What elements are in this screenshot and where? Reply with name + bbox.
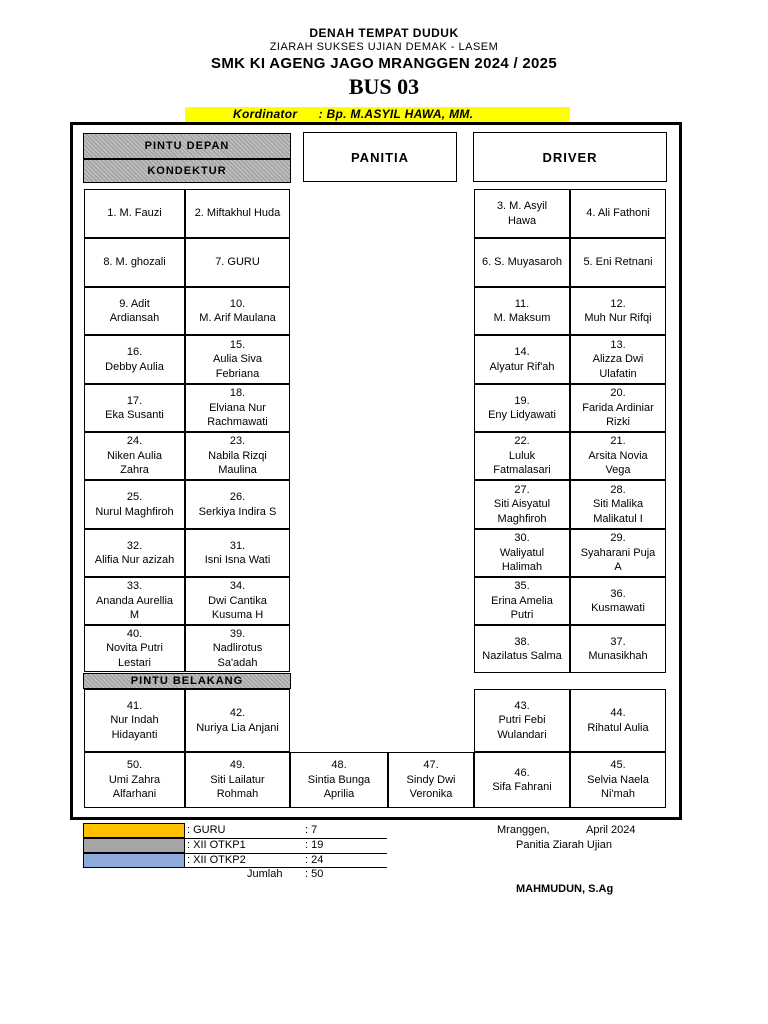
seat-line: Nabila Rizqi [208,449,267,462]
seat-11 [474,287,570,335]
seat-line: Rizki [606,416,630,429]
seat-line: 11. [514,297,530,310]
seat-line: 3. M. Asyil [496,200,548,212]
seat-line: Febriana [215,367,260,380]
seat-line: Eka Susanti [105,409,164,421]
seat-line: A [614,561,622,574]
seat-35 [474,577,570,625]
seat-line: Ulafatin [599,367,637,380]
conductor-label: KONDEKTUR [83,159,291,183]
seat-line: Isni Isna Wati [204,554,271,566]
seat-line: 41. [126,699,143,712]
seat-27 [474,480,570,529]
seat-line: 43. [514,699,530,712]
seat-line: 14. [514,346,530,358]
seat-line: 1. M. Fauzi [107,207,162,220]
seat-14 [185,335,290,384]
seat-line: Muh Nur Rifqi [584,312,652,324]
seat-line: Alyatur Rif'ah [489,360,555,373]
seat-24 [570,432,666,480]
seat-38 [185,625,290,672]
seat-line: 44. [610,707,626,719]
seat-16 [570,335,666,384]
seat-5 [84,238,185,287]
legend-line [185,867,387,868]
seat-line: 50. [126,759,143,772]
seat-25 [84,480,185,529]
seat-line: 17. [126,394,143,407]
seat-44 [570,689,666,752]
legend-value-otkp1: : 19 [305,839,324,851]
seat-10 [185,287,290,335]
seat-line: 16. [126,346,143,358]
seat-line: Farida Ardiniar [582,401,654,414]
seat-line: Niken Aulia [106,449,163,462]
document-subtitle: ZIARAH SUKSES UJIAN DEMAK - LASEM [269,41,499,53]
seat-line: Siti Malika [592,498,644,511]
seat-line: Putri [510,609,534,622]
signature-place: Mranggen, [497,824,550,836]
seat-29 [84,529,185,577]
seat-line: Sifa Fahrani [492,781,552,793]
seat-line: 48. [331,759,347,772]
seat-18 [185,384,290,432]
seat-2 [185,189,290,238]
seat-line: Veronika [409,788,453,801]
coordinator-bar [185,107,570,122]
seat-34 [185,577,290,625]
seat-26 [185,480,290,529]
seat-line: 37. [610,635,626,648]
seat-33 [84,577,185,625]
legend-line [185,838,387,839]
seat-3 [474,189,570,238]
seat-28 [570,480,666,529]
seat-line: 33. [126,580,143,593]
seat-1 [84,189,185,238]
seat-50 [570,752,666,808]
seat-line: 6. S. Muyasaroh [481,256,563,269]
seat-6 [185,238,290,287]
seat-46 [185,752,290,808]
seat-line: Aulia Siva [213,353,262,366]
seat-line: Hawa [507,214,537,227]
seat-30 [185,529,290,577]
seat-line: Alifia Nur azizah [94,554,175,566]
seat-line: 13. [610,338,626,351]
seat-21 [84,432,185,480]
legend-line [185,853,387,854]
legend-swatch-otkp1 [83,838,185,853]
school-name: SMK KI AGENG JAGO MRANGGEN 2024 / 2025 [211,55,557,72]
seat-line: Sintia Bunga [307,773,371,786]
seat-line: 24. [126,435,143,448]
seat-line: Alfarhani [112,788,157,801]
seat-line: 7. GURU [215,256,260,269]
seat-line: 26. [229,491,246,503]
seat-line: Aprilia [323,788,355,801]
total-label: Jumlah [247,868,283,880]
seat-line: Serkiya Indira S [198,505,277,518]
seat-line: 19. [514,394,530,407]
seat-line: Waliyatul [499,546,545,559]
seat-line: Siti Lailatur [210,773,265,786]
seat-line: Luluk [508,449,536,462]
seat-line: Rohmah [216,788,259,801]
seat-line: Dwi Cantika [208,594,267,607]
seat-4 [570,189,666,238]
rear-door-label: PINTU BELAKANG [83,673,291,689]
seat-36 [570,577,666,625]
seat-line: Kusmawati [591,602,645,614]
seat-42 [185,689,290,752]
seat-line: Nuriya Lia Anjani [196,721,279,734]
seat-line: 45. [610,759,626,772]
seat-line: 21. [610,435,626,448]
signature-date: April 2024 [586,824,636,836]
total-value: : 50 [305,868,324,880]
bus-number: BUS 03 [348,74,420,99]
seat-39 [474,625,570,673]
seat-13 [84,335,185,384]
seat-line: M [129,609,140,622]
seat-line: Umi Zahra [108,773,161,786]
seat-line: 32. [126,539,143,552]
signature-role: Panitia Ziarah Ujian [516,839,612,851]
seat-line: 22. [514,435,530,448]
seat-line: Nurul Maghfiroh [95,505,174,518]
seat-line: Maulina [218,464,257,477]
seat-line: Syaharani Puja [580,546,656,559]
seat-line: 20. [610,387,626,400]
seat-line: 8. M. ghozali [103,256,166,269]
seat-line: Alizza Dwi [592,353,644,366]
seat-line: 27. [514,483,530,496]
seat-line: 5. Eni Retnani [583,256,653,269]
legend-swatch-otkp2 [83,853,185,868]
seat-37 [84,625,185,672]
coordinator-label: Kordinator [233,107,298,121]
seat-line: 34. [229,580,246,593]
seat-line: Siti Aisyatul [493,498,551,511]
seat-41 [84,689,185,752]
seat-line: Ni'mah [601,788,635,801]
seat-line: 18. [229,387,246,400]
seat-line: Malikatul I [593,512,643,525]
seat-line: 10. [229,297,246,310]
seat-line: 30. [514,532,530,545]
seat-line: 46. [514,766,530,779]
seat-line: 49. [229,759,246,772]
legend-value-guru: : 7 [305,824,318,836]
seat-49 [474,752,570,808]
seat-7 [474,238,570,287]
seat-line: Nur Indah [110,714,159,727]
seat-20 [570,384,666,432]
seat-45 [84,752,185,808]
seat-line: 36. [610,587,626,600]
seat-line: Selvia Naela [587,773,649,786]
legend-value-otkp2: : 24 [305,854,324,866]
seat-40 [570,625,666,673]
seat-line: Wulandari [497,728,547,741]
legend-label-otkp1: : XII OTKP1 [187,839,246,851]
seat-line: Ardiansah [109,312,160,324]
seat-8 [570,238,666,287]
coordinator-value: : Bp. M.ASYIL HAWA, MM. [318,107,474,121]
seat-line: 31. [229,539,246,552]
seat-line: 23. [229,435,246,448]
seat-line: Lestari [117,656,151,669]
document-title: DENAH TEMPAT DUDUK [309,26,459,40]
seat-line: 40. [126,627,143,640]
seat-line: 38. [514,635,530,648]
seat-22 [185,432,290,480]
seat-line: 28. [610,483,626,496]
seat-9 [84,287,185,335]
seat-line: Ananda Aurellia [95,594,174,607]
legend-label-otkp2: : XII OTKP2 [187,854,246,866]
seat-line: 12. [610,297,626,310]
seat-line: 47. [423,759,439,772]
seat-line: Rihatul Aulia [587,721,649,734]
front-door-label: PINTU DEPAN [83,133,291,159]
seat-line: Rachmawati [207,416,268,429]
seat-line: 4. Ali Fathoni [586,207,650,220]
seat-line: M. Arif Maulana [199,312,276,324]
seat-line: Erina Amelia [491,594,553,607]
signature-name: MAHMUDUN, S.Ag [516,883,614,895]
seat-line: Fatmalasari [493,464,551,477]
driver-box: DRIVER [473,132,667,182]
seat-43 [474,689,570,752]
seat-line: 25. [126,491,143,503]
seat-line: Kusuma H [211,609,264,622]
seat-line: Debby Aulia [105,360,164,373]
seat-line: Putri Febi [498,714,546,727]
seat-line: Sindy Dwi [406,773,456,786]
legend-swatch-guru [83,823,185,838]
seat-line: Nazilatus Salma [482,650,562,662]
seat-line: 39. [229,627,246,640]
seat-line: Arsita Novia [588,449,648,462]
seat-line: Munasikhah [588,650,648,662]
seat-17 [84,384,185,432]
seat-line: M. Maksum [493,312,551,324]
seat-line: 35. [514,580,530,593]
seat-line: Halimah [501,561,543,574]
seat-line: Sa'adah [217,656,258,669]
seat-line: Elviana Nur [209,401,266,414]
seat-line: 42. [229,707,246,719]
seat-31 [474,529,570,577]
seat-15 [474,335,570,384]
seat-line: Novita Putri [106,642,163,655]
committee-box: PANITIA [303,132,457,182]
seat-12 [570,287,666,335]
legend-label-guru: : GURU [187,824,226,836]
seat-19 [474,384,570,432]
seat-line: Hidayanti [111,728,158,741]
seat-line: 29. [610,532,626,545]
seat-32 [570,529,666,577]
seat-line: Nadlirotus [212,642,263,655]
seat-line: Maghfiroh [497,512,547,525]
seat-47 [290,752,388,808]
seat-line: Vega [605,464,631,477]
seat-48 [388,752,474,808]
seat-line: 15. [229,338,246,351]
seat-line: Eny Lidyawati [488,409,556,421]
seat-line: 2. Miftakhul Huda [194,207,281,220]
seat-23 [474,432,570,480]
seat-line: 9. Adit [119,297,150,310]
seat-line: Zahra [120,464,149,477]
